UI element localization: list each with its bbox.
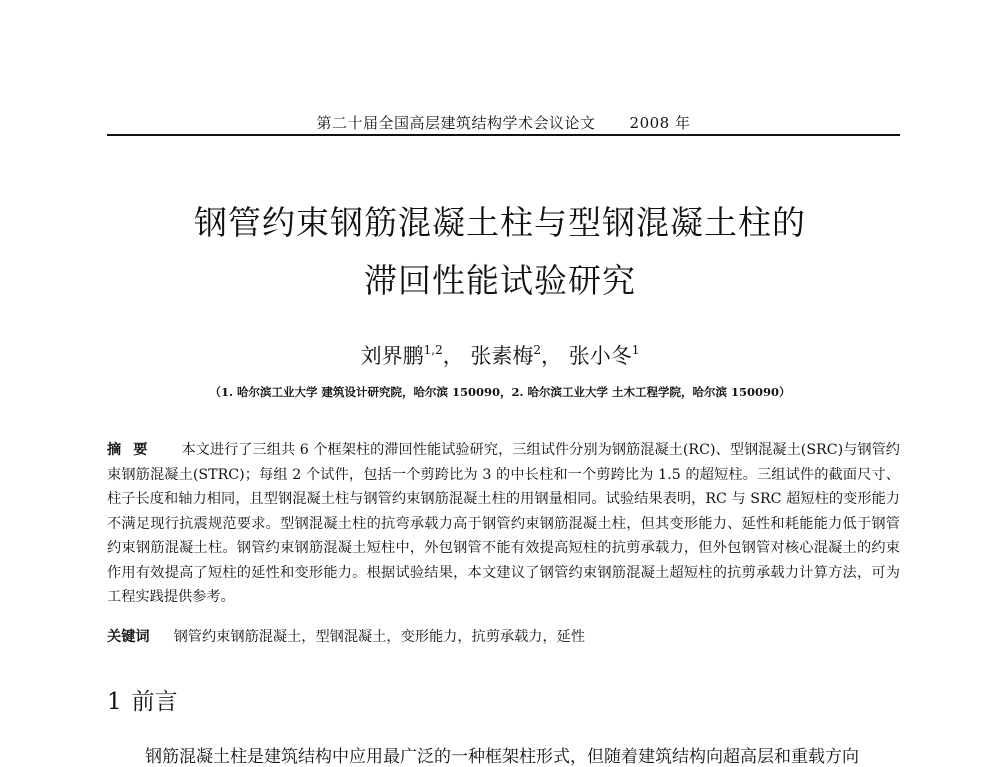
section-number: 1 xyxy=(107,689,122,715)
author-separator: ， xyxy=(541,344,563,368)
author-affiliation-mark: 2 xyxy=(533,343,542,357)
author-separator: ， xyxy=(442,344,464,368)
paper-title-line-1: 钢管约束钢筋混凝土柱与型钢混凝土柱的 xyxy=(194,203,806,242)
abstract-label: 摘要 xyxy=(107,442,160,458)
section-title: 前言 xyxy=(131,689,178,715)
conference-year: 2008 年 xyxy=(629,114,691,132)
author-affiliation-mark: 1,2 xyxy=(423,343,443,357)
author-affiliation-mark: 1 xyxy=(631,343,640,357)
abstract xyxy=(107,438,900,610)
header-rule xyxy=(107,134,900,136)
keywords-label: 关键词 xyxy=(107,629,150,645)
keywords-text: 钢管约束钢筋混凝土，型钢混凝土，变形能力，抗剪承载力，延性 xyxy=(173,629,586,645)
body-paragraph: 钢筋混凝土柱是建筑结构中应用最广泛的一种框架柱形式，但随着建筑结构向超高层和重载方向 xyxy=(145,747,859,767)
affiliation-line: （1. 哈尔滨工业大学 建筑设计研究院，哈尔滨 150090，2. 哈尔滨工业大学 土木工程学院，哈尔滨 150090） xyxy=(209,385,791,399)
author-list xyxy=(100,340,900,370)
section-heading xyxy=(107,683,178,716)
author-name: 张素梅 xyxy=(470,344,534,368)
running-header xyxy=(107,112,900,133)
paper-title-line-2: 滞回性能试验研究 xyxy=(364,261,636,300)
author-name: 张小冬 xyxy=(568,344,632,368)
keywords xyxy=(107,626,900,646)
author-name: 刘界鹏 xyxy=(360,344,424,368)
conference-name: 第二十届全国高层建筑结构学术会议论文 xyxy=(316,114,596,132)
abstract-text: 本文进行了三组共 6 个框架柱的滞回性能试验研究，三组试件分别为钢筋混凝土(RC)、型钢混凝土(SRC)与钢管约束钢筋混凝土(STRC)；每组 2 个试件，包括一个剪跨比为 3 的中长柱和一个剪跨比为 1.5 的超短柱。三组试件的截面尺寸、柱子长度和轴力相同，且型钢混凝土柱与钢管约束钢筋混凝土柱的用钢量相同。试验结果表明，RC 与 SRC 超短柱的变形能力不满足现行抗震规范要求。型钢混凝土柱的抗弯承载力高于钢管约束钢筋混凝土柱，但其变形能力、延性和耗能能力低于钢管约束钢筋混凝土柱。钢管约束钢筋混凝土短柱中，外包钢管不能有效提高短柱的抗剪承载力，但外包钢管对核心混凝土的约束作用有效提高了短柱的延性和变形能力。根据试验结果，本文建议了钢管约束钢筋混凝土超短柱的抗剪承载力计算方法，可为工程实践提供参考。 xyxy=(107,442,900,605)
